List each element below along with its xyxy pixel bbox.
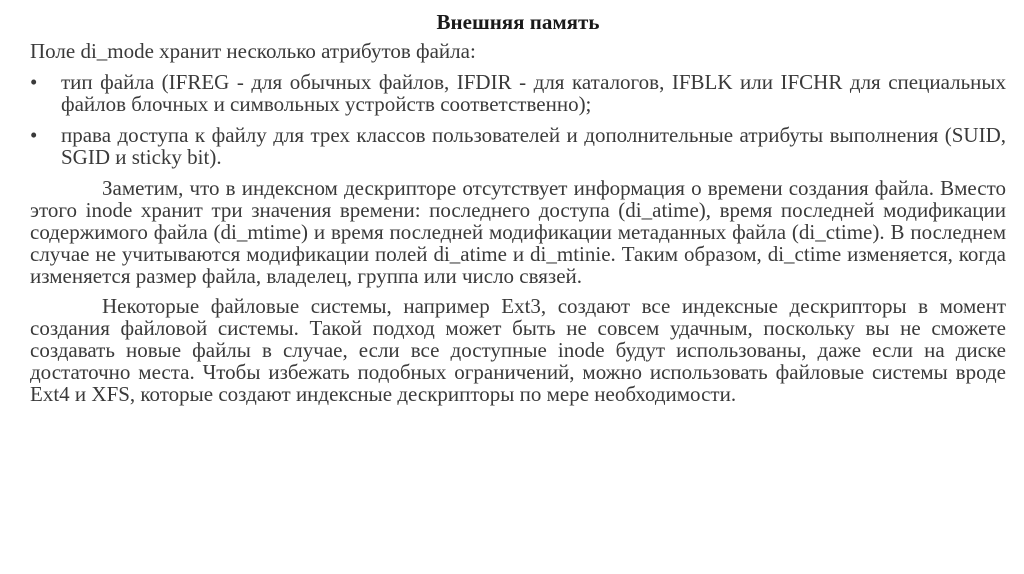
page-title: Внешняя память: [436, 10, 600, 34]
list-item: [30, 71, 1006, 115]
list-item-text: права доступа к файлу для трех классов пользователей и дополнительные атрибуты выполнения (SUID, SGID и sticky bit).: [61, 123, 1006, 169]
bullet-icon: •: [30, 70, 38, 94]
list-item: [30, 124, 1006, 168]
bullet-icon: •: [30, 123, 38, 147]
intro-text: Поле di_mode хранит несколько атрибутов файла:: [30, 39, 476, 63]
paragraph-inode-times: Заметим, что в индексном дескрипторе отсутствует информация о времени создания файла. Вместо этого inode хранит три значения времени: последнего доступа (di_atime), время последней модификации содержимого файла (di_mtime) и время последней модификации метаданных файла (di_ctime). В последнем случае не учитываются модификации полей di_atime и di_mtinie. Таким образом, di_ctime изменяется, когда изменяется размер файла, владелец, группа или число связей.: [30, 176, 1006, 288]
list-item-text: тип файла (IFREG - для обычных файлов, IFDIR - для каталогов, IFBLK или IFCHR для специальных файлов блочных и символьных устройств соответственно);: [61, 70, 1006, 116]
slide: [30, 8, 1006, 413]
paragraph-filesystems: Некоторые файловые системы, например Ext3, создают все индексные дескрипторы в момент создания файловой системы. Такой подход может быть не совсем удачным, поскольку вы не сможете создавать новые файлы в случае, если все доступные inode будут использованы, даже если на диске достаточно места. Чтобы избежать подобных ограничений, можно использовать файловые системы вроде Ext4 и XFS, которые создают индексные дескрипторы по мере необходимости.: [30, 294, 1006, 406]
attribute-list: [30, 71, 1006, 168]
